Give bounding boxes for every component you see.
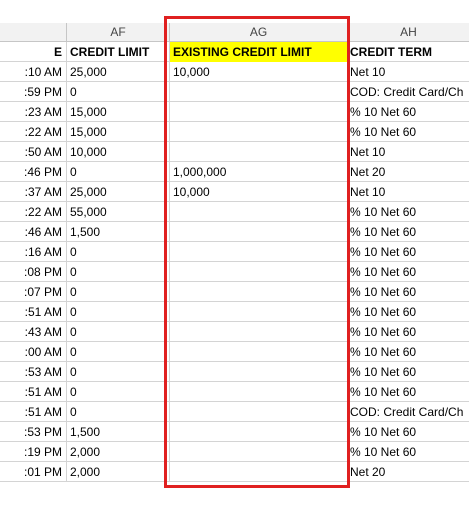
cell-credit-limit[interactable]: 15,000 <box>67 102 170 122</box>
cell-credit-limit[interactable]: 1,500 <box>67 422 170 442</box>
cell-time[interactable]: :23 AM <box>0 102 67 122</box>
cell-credit-limit[interactable]: 0 <box>67 402 170 422</box>
cell-credit-limit[interactable]: 0 <box>67 162 170 182</box>
cell-time[interactable]: :16 AM <box>0 242 67 262</box>
cell-credit-term[interactable]: COD: Credit Card/Ch <box>350 85 464 99</box>
cell-time[interactable]: :10 AM <box>0 62 67 82</box>
table-row <box>0 62 469 82</box>
table-row <box>0 102 469 122</box>
cell-existing-credit-limit[interactable]: 10,000 <box>170 182 348 202</box>
cell-credit-limit[interactable]: 1,500 <box>67 222 170 242</box>
cell-credit-term[interactable]: % 10 Net 60 <box>350 385 417 399</box>
column-header-ah[interactable]: AH <box>400 25 417 39</box>
table-row <box>0 362 469 382</box>
cell-time[interactable]: :50 AM <box>0 142 67 162</box>
cell-time[interactable]: :53 AM <box>0 362 67 382</box>
cell-credit-term[interactable]: % 10 Net 60 <box>350 225 417 239</box>
table-row <box>0 142 469 162</box>
cell-credit-term[interactable]: % 10 Net 60 <box>350 245 417 259</box>
table-row <box>0 162 469 182</box>
cell-header-partial[interactable]: E <box>0 42 67 62</box>
cell-credit-limit[interactable]: 0 <box>67 282 170 302</box>
column-header-ag[interactable]: AG <box>170 23 348 41</box>
cell-existing-credit-limit[interactable] <box>170 142 348 162</box>
cell-existing-credit-limit[interactable] <box>170 262 348 282</box>
cell-credit-limit[interactable]: 2,000 <box>67 442 170 462</box>
cell-credit-term[interactable]: % 10 Net 60 <box>350 125 417 139</box>
cell-time[interactable]: :01 PM <box>0 462 67 482</box>
cell-existing-credit-limit[interactable] <box>170 122 348 142</box>
cell-time[interactable]: :08 PM <box>0 262 67 282</box>
table-row <box>0 122 469 142</box>
cell-credit-limit[interactable]: 0 <box>67 382 170 402</box>
cell-credit-limit[interactable]: 0 <box>67 262 170 282</box>
table-row <box>0 442 469 462</box>
cell-credit-term[interactable]: Net 10 <box>350 185 386 199</box>
cell-credit-term[interactable]: % 10 Net 60 <box>350 365 417 379</box>
cell-existing-credit-limit[interactable] <box>170 422 348 442</box>
cell-header-credit-limit[interactable]: CREDIT LIMIT <box>67 42 170 62</box>
cell-credit-limit[interactable]: 0 <box>67 242 170 262</box>
cell-credit-limit[interactable]: 25,000 <box>67 62 170 82</box>
table-row <box>0 462 469 482</box>
column-header-af[interactable]: AF <box>67 23 170 41</box>
table-row <box>0 282 469 302</box>
cell-credit-limit[interactable]: 55,000 <box>67 202 170 222</box>
cell-existing-credit-limit[interactable]: 1,000,000 <box>170 162 348 182</box>
cell-time[interactable]: :19 PM <box>0 442 67 462</box>
table-row <box>0 82 469 102</box>
cell-credit-limit[interactable]: 0 <box>67 342 170 362</box>
column-header-row <box>0 23 469 42</box>
column-header-ae[interactable] <box>0 23 67 41</box>
cell-credit-limit[interactable]: 25,000 <box>67 182 170 202</box>
cell-header-credit-term[interactable]: CREDIT TERM <box>350 45 432 59</box>
table-row <box>0 202 469 222</box>
cell-credit-limit[interactable]: 2,000 <box>67 462 170 482</box>
table-row <box>0 342 469 362</box>
cell-existing-credit-limit[interactable]: 10,000 <box>170 62 348 82</box>
cell-credit-limit[interactable]: 0 <box>67 82 170 102</box>
cell-credit-term[interactable]: Net 20 <box>350 165 386 179</box>
cell-existing-credit-limit[interactable] <box>170 382 348 402</box>
cell-time[interactable]: :00 AM <box>0 342 67 362</box>
table-row <box>0 242 469 262</box>
table-row <box>0 422 469 442</box>
cell-credit-term[interactable]: % 10 Net 60 <box>350 345 417 359</box>
cell-existing-credit-limit[interactable] <box>170 302 348 322</box>
cell-time[interactable]: :43 AM <box>0 322 67 342</box>
cell-credit-limit[interactable]: 0 <box>67 362 170 382</box>
cell-credit-term[interactable]: % 10 Net 60 <box>350 285 417 299</box>
cell-time[interactable]: :51 AM <box>0 402 67 422</box>
cell-credit-limit[interactable]: 0 <box>67 322 170 342</box>
table-row <box>0 262 469 282</box>
cell-existing-credit-limit[interactable] <box>170 442 348 462</box>
cell-credit-limit[interactable]: 0 <box>67 302 170 322</box>
cell-credit-term[interactable]: % 10 Net 60 <box>350 205 417 219</box>
cell-credit-term[interactable]: % 10 Net 60 <box>350 445 417 459</box>
cell-time[interactable]: :22 AM <box>0 122 67 142</box>
table-row <box>0 382 469 402</box>
cell-existing-credit-limit[interactable] <box>170 402 348 422</box>
cell-time[interactable]: :53 PM <box>0 422 67 442</box>
cell-time[interactable]: :22 AM <box>0 202 67 222</box>
table-row <box>0 182 469 202</box>
cell-time[interactable]: :46 PM <box>0 162 67 182</box>
cell-credit-term[interactable]: % 10 Net 60 <box>350 425 417 439</box>
cell-credit-term[interactable]: COD: Credit Card/Ch <box>350 405 464 419</box>
cell-credit-term[interactable]: % 10 Net 60 <box>350 305 417 319</box>
cell-existing-credit-limit[interactable] <box>170 462 348 482</box>
cell-existing-credit-limit[interactable] <box>170 322 348 342</box>
table-row <box>0 222 469 242</box>
cell-credit-term[interactable]: % 10 Net 60 <box>350 105 417 119</box>
cell-credit-term[interactable]: Net 10 <box>350 65 386 79</box>
table-row <box>0 302 469 322</box>
cell-existing-credit-limit[interactable] <box>170 242 348 262</box>
cell-time[interactable]: :46 AM <box>0 222 67 242</box>
cell-credit-term[interactable]: Net 20 <box>350 465 386 479</box>
cell-time[interactable]: :51 AM <box>0 302 67 322</box>
cell-credit-term[interactable]: % 10 Net 60 <box>350 325 417 339</box>
cell-existing-credit-limit[interactable] <box>170 362 348 382</box>
cell-existing-credit-limit[interactable] <box>170 202 348 222</box>
cell-credit-term[interactable]: % 10 Net 60 <box>350 265 417 279</box>
cell-credit-term[interactable]: Net 10 <box>350 145 386 159</box>
cell-time[interactable]: :37 AM <box>0 182 67 202</box>
cell-existing-credit-limit[interactable] <box>170 102 348 122</box>
cell-existing-credit-limit[interactable] <box>170 342 348 362</box>
table-header-row <box>0 42 469 62</box>
cell-credit-limit[interactable]: 10,000 <box>67 142 170 162</box>
cell-header-existing-credit-limit[interactable]: EXISTING CREDIT LIMIT <box>170 42 348 62</box>
cell-credit-limit[interactable]: 15,000 <box>67 122 170 142</box>
cell-time[interactable]: :51 AM <box>0 382 67 402</box>
cell-existing-credit-limit[interactable] <box>170 82 348 102</box>
table-row <box>0 402 469 422</box>
table-row <box>0 322 469 342</box>
cell-existing-credit-limit[interactable] <box>170 222 348 242</box>
cell-existing-credit-limit[interactable] <box>170 282 348 302</box>
cell-time[interactable]: :59 PM <box>0 82 67 102</box>
cell-time[interactable]: :07 PM <box>0 282 67 302</box>
